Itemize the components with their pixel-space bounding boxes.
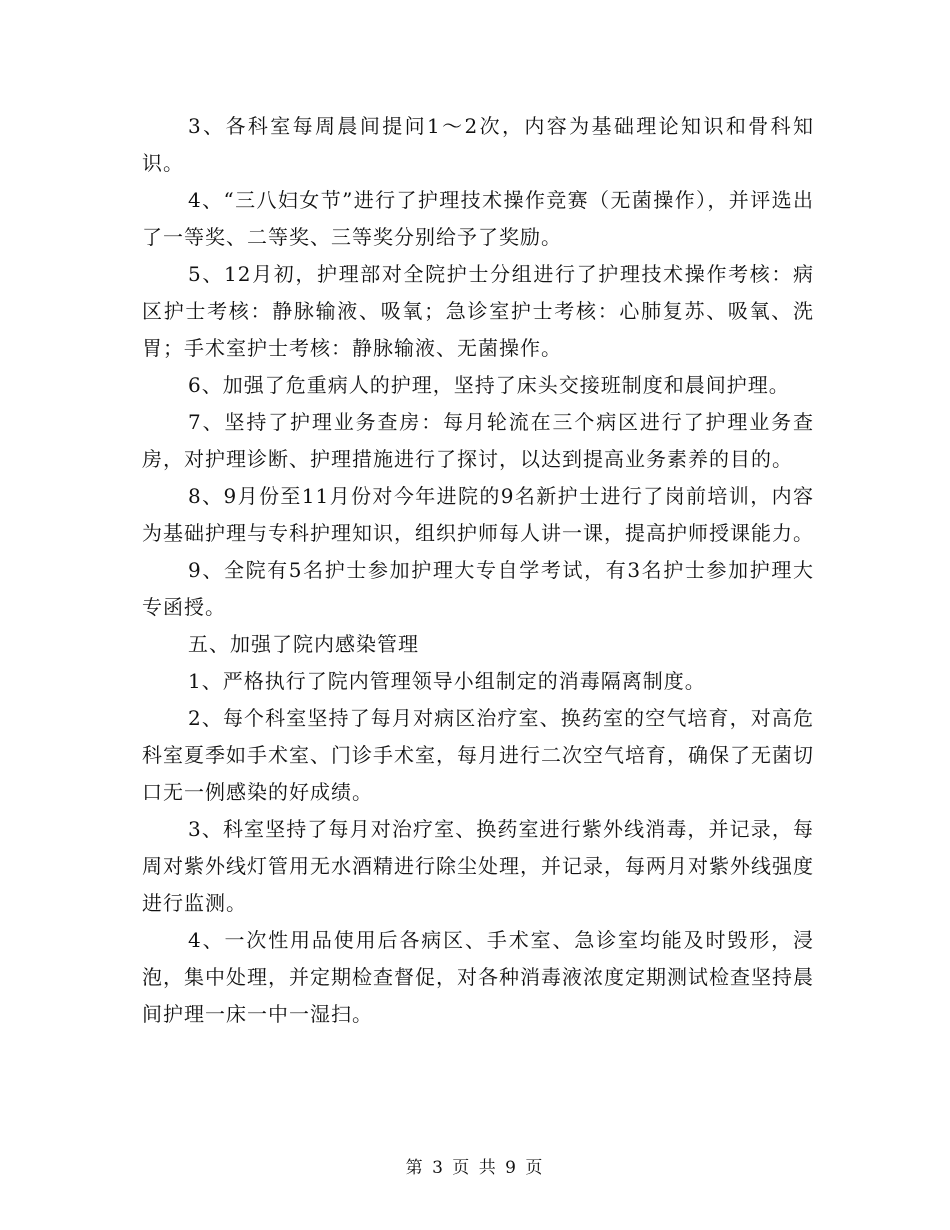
section-paragraph-3: 3、科室坚持了每月对治疗室、换药室进行紫外线消毒，并记录，每周对紫外线灯管用无水酒精进行除尘处理，并记录，每两月对紫外线强度进行监测。 bbox=[142, 817, 814, 915]
document-body bbox=[142, 108, 814, 1033]
section-paragraph-2: 2、每个科室坚持了每月对病区治疗室、换药室的空气培育，对高危科室夏季如手术室、门诊手术室，每月进行二次空气培育，确保了无菌切口无一例感染的好成绩。 bbox=[142, 706, 814, 804]
paragraph-item-9: 9、全院有5名护士参加护理大专自学考试，有3名护士参加护理大专函授。 bbox=[142, 558, 814, 619]
section-paragraph-1: 1、严格执行了院内管理领导小组制定的消毒隔离制度。 bbox=[188, 669, 706, 693]
section-heading: 五、加强了院内感染管理 bbox=[188, 632, 419, 656]
paragraph-item-8: 8、9月份至11月份对今年进院的9名新护士进行了岗前培训，内容为基础护理与专科护理知识，组织护师每人讲一课，提高护师授课能力。 bbox=[142, 484, 814, 545]
paragraph-item-4: 4、“三八妇女节”进行了护理技术操作竞赛（无菌操作），并评选出了一等奖、二等奖、三等奖分别给予了奖励。 bbox=[142, 188, 814, 249]
paragraph-item-6: 6、加强了危重病人的护理，坚持了床头交接班制度和晨间护理。 bbox=[188, 373, 790, 397]
paragraph-item-3: 3、各科室每周晨间提问1～2次，内容为基础理论知识和骨科知识。 bbox=[142, 114, 814, 175]
paragraph-item-5: 5、12月初，护理部对全院护士分组进行了护理技术操作考核：病区护士考核：静脉输液、吸氧；急诊室护士考核：心肺复苏、吸氧、洗胃；手术室护士考核：静脉输液、无菌操作。 bbox=[142, 262, 814, 360]
paragraph-item-7: 7、坚持了护理业务查房：每月轮流在三个病区进行了护理业务查房，对护理诊断、护理措施进行了探讨，以达到提高业务素养的目的。 bbox=[142, 410, 814, 471]
section-paragraph-4: 4、一次性用品使用后各病区、手术室、急诊室均能及时毁形，浸泡，集中处理，并定期检查督促，对各种消毒液浓度定期测试检查坚持晨间护理一床一中一湿扫。 bbox=[142, 928, 814, 1026]
page-number-footer: 第 3 页 共 9 页 bbox=[405, 1158, 545, 1178]
